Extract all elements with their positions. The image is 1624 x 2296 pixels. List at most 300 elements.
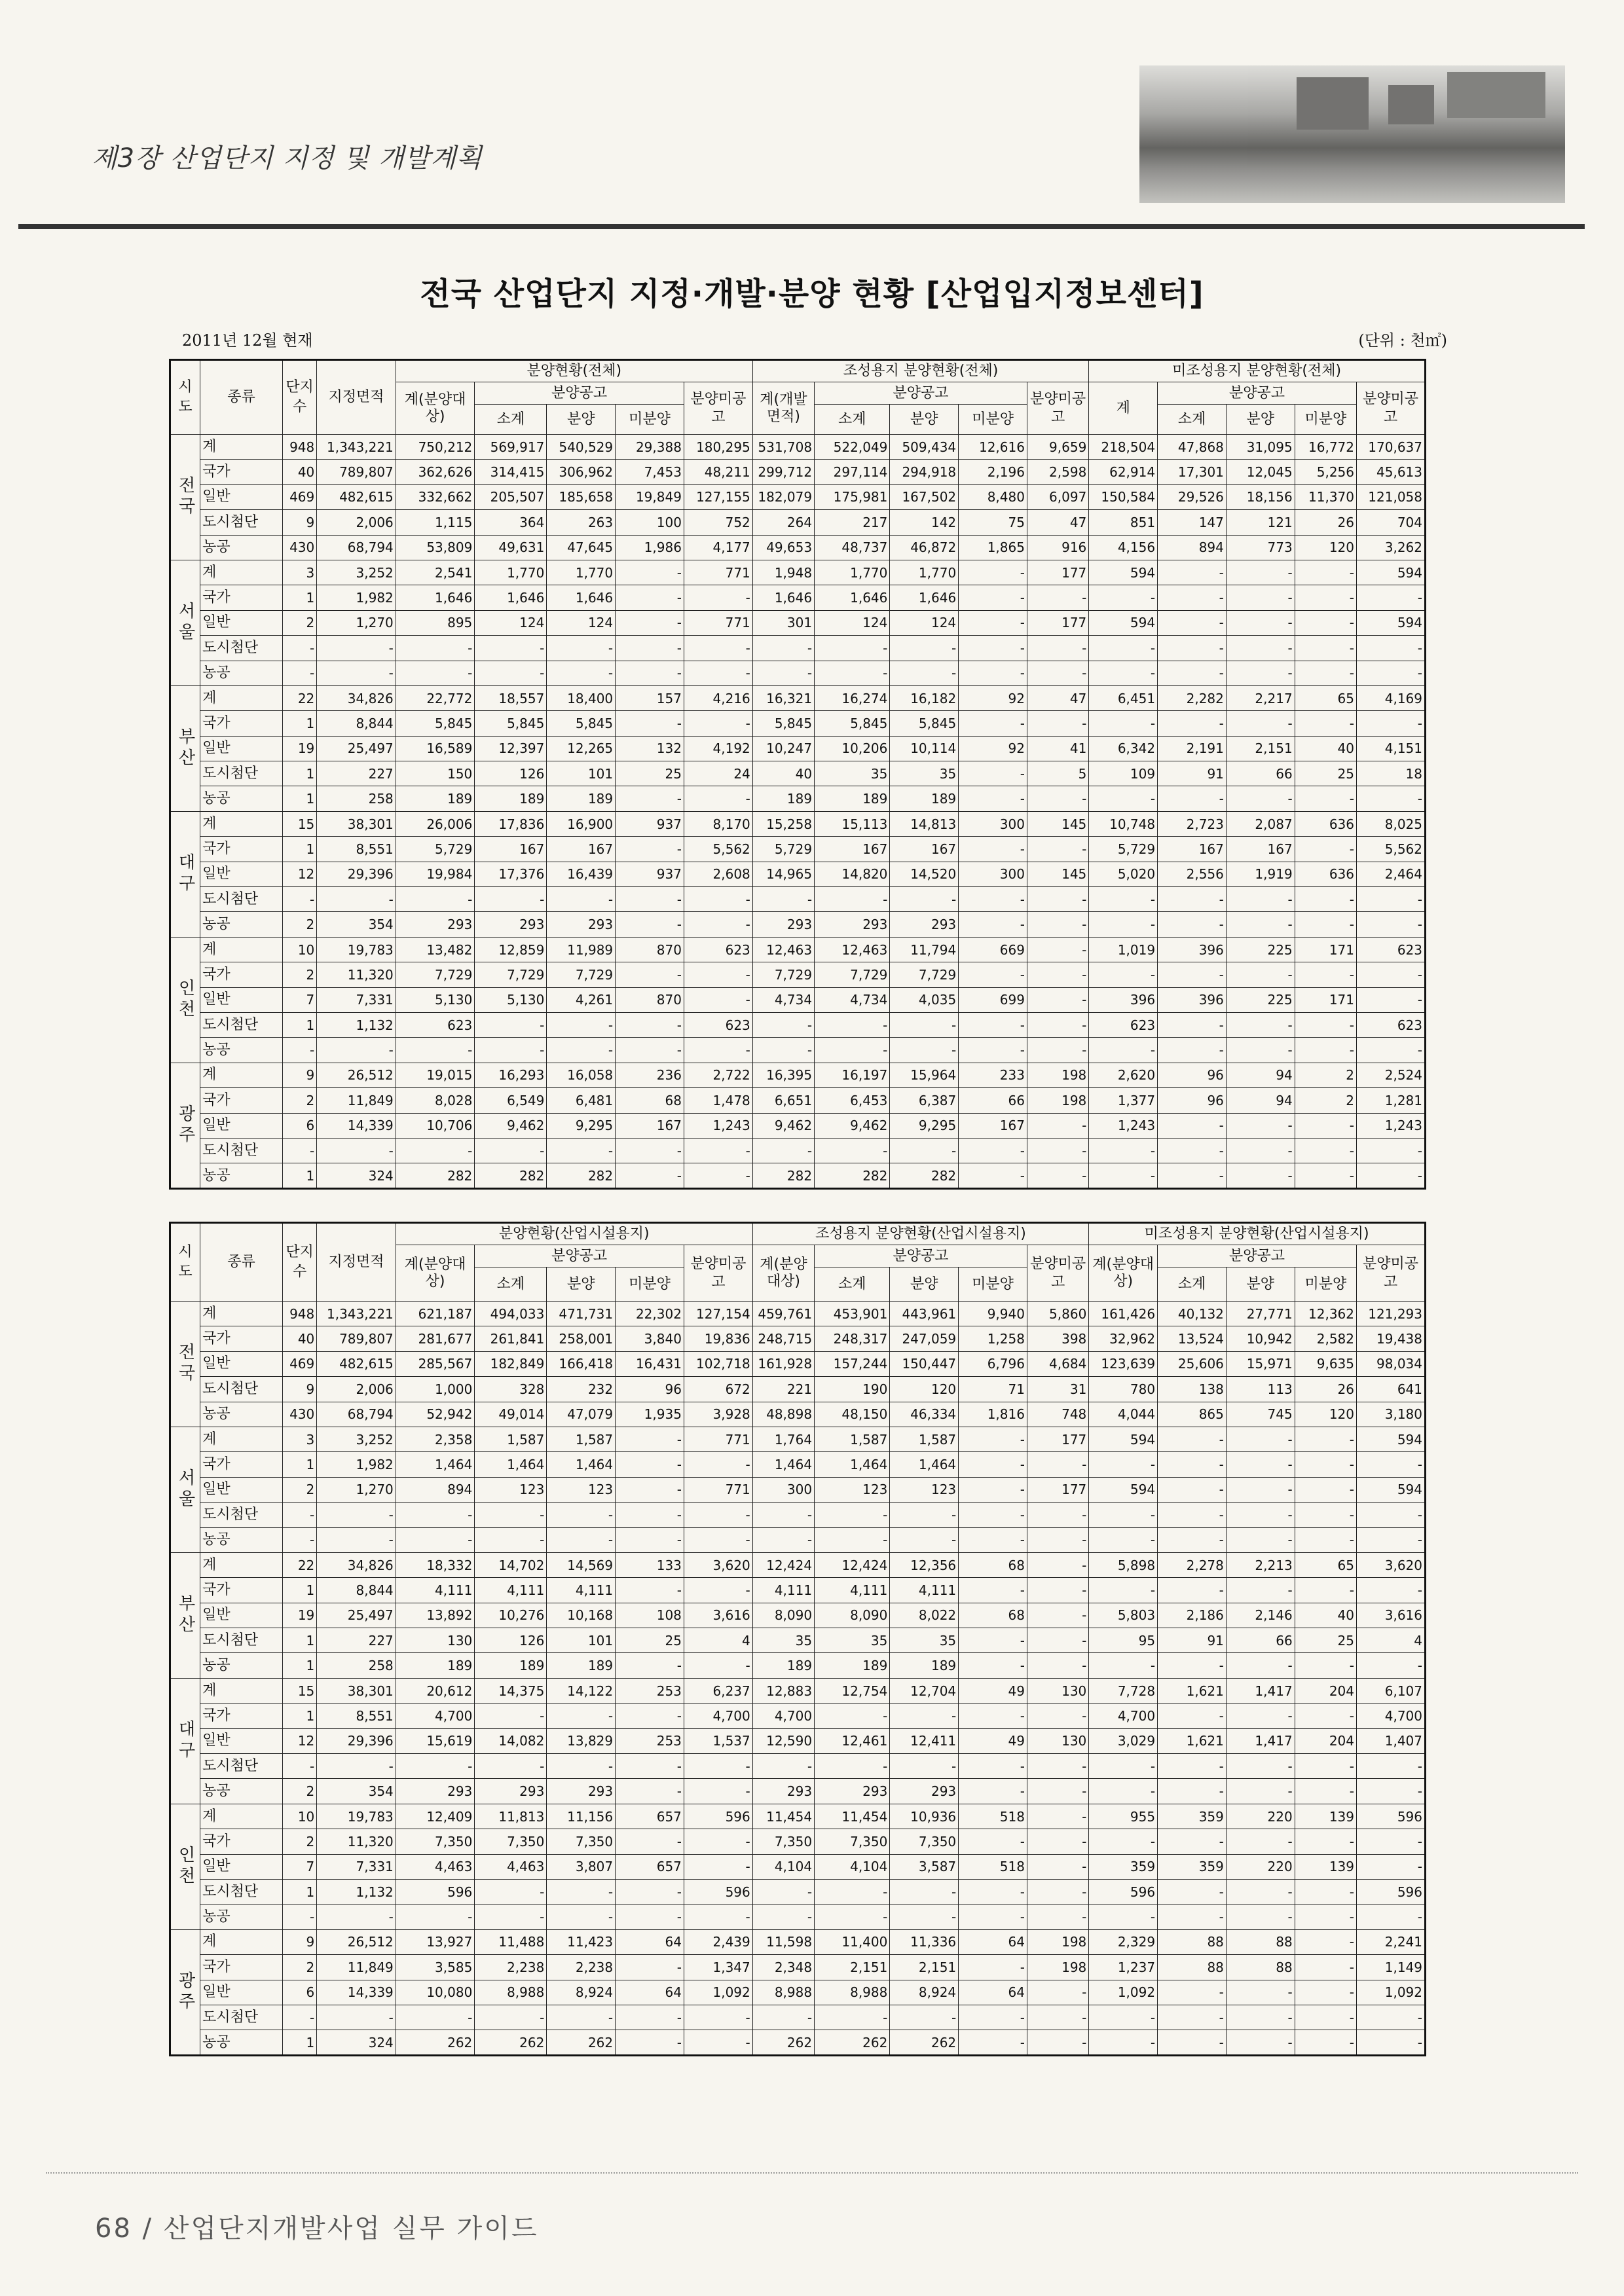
value-cell: 12,704 <box>890 1678 959 1703</box>
type-cell: 도시첨단 <box>200 1754 283 1779</box>
table-row <box>170 435 1426 460</box>
value-cell: 258 <box>317 1653 396 1678</box>
value-cell: 66 <box>1226 1628 1295 1653</box>
table-row <box>170 1603 1426 1628</box>
type-cell: 계 <box>200 937 283 962</box>
value-cell: - <box>1226 1779 1295 1804</box>
value-cell: 12,045 <box>1226 460 1295 484</box>
value-cell: 198 <box>1027 1955 1088 1980</box>
value-cell: - <box>684 2030 752 2055</box>
value-cell: 6 <box>282 1980 316 2005</box>
value-cell: - <box>1158 1779 1227 1804</box>
value-cell: 182,079 <box>752 484 814 509</box>
value-cell: - <box>396 1527 475 1552</box>
value-cell: - <box>396 661 475 685</box>
value-cell: - <box>616 1879 684 1904</box>
value-cell: - <box>684 1779 752 1804</box>
value-cell: - <box>1226 962 1295 987</box>
value-cell: 18,400 <box>547 685 616 710</box>
region-cell: 대구 <box>170 1678 200 1804</box>
value-cell: - <box>475 1904 547 1929</box>
value-cell: - <box>1295 1527 1356 1552</box>
value-cell: - <box>616 585 684 610</box>
value-cell: 1,646 <box>396 585 475 610</box>
value-cell: 2,541 <box>396 560 475 585</box>
value-cell: 64 <box>616 1929 684 1954</box>
value-cell: 189 <box>475 786 547 811</box>
value-cell: 895 <box>396 610 475 635</box>
value-cell: - <box>616 1955 684 1980</box>
value-cell: - <box>317 1138 396 1163</box>
table-row <box>170 1088 1426 1113</box>
value-cell: 123,639 <box>1089 1351 1158 1376</box>
value-cell: 13,927 <box>396 1929 475 1954</box>
value-cell: 123 <box>475 1477 547 1502</box>
value-cell: 5,845 <box>396 711 475 736</box>
value-cell: 364 <box>475 510 547 535</box>
value-cell: 1 <box>282 585 316 610</box>
type-cell: 국가 <box>200 1088 283 1113</box>
value-cell: 12,424 <box>752 1552 814 1577</box>
value-cell: 594 <box>1357 560 1426 585</box>
value-cell: 100 <box>616 510 684 535</box>
value-cell: 359 <box>1089 1854 1158 1879</box>
value-cell: 752 <box>684 510 752 535</box>
value-cell: 748 <box>1027 1402 1088 1427</box>
value-cell: 102,718 <box>684 1351 752 1376</box>
header-type: 종류 <box>200 360 283 435</box>
value-cell: 9 <box>282 510 316 535</box>
value-cell: 1,417 <box>1226 1728 1295 1753</box>
value-cell: 96 <box>1158 1063 1227 1087</box>
value-cell: - <box>616 1527 684 1552</box>
value-cell: 4,463 <box>396 1854 475 1879</box>
value-cell: 11,488 <box>475 1929 547 1954</box>
table-row <box>170 661 1426 685</box>
region-cell: 부산 <box>170 1552 200 1678</box>
table-row <box>170 1854 1426 1879</box>
type-cell: 도시첨단 <box>200 1377 283 1402</box>
value-cell: - <box>1357 1829 1426 1854</box>
value-cell: 2 <box>282 1088 316 1113</box>
value-cell: - <box>1295 1653 1356 1678</box>
value-cell: - <box>317 1904 396 1929</box>
value-cell: 2,278 <box>1158 1552 1227 1577</box>
value-cell: 4,111 <box>815 1578 890 1603</box>
value-cell: - <box>684 1854 752 1879</box>
value-cell: 3,029 <box>1089 1728 1158 1753</box>
value-cell: 1 <box>282 761 316 786</box>
table-row <box>170 1377 1426 1402</box>
value-cell: - <box>1089 1754 1158 1779</box>
value-cell: - <box>616 661 684 685</box>
group-header-0: 분양현황(전체) <box>396 360 752 382</box>
value-cell: 124 <box>475 610 547 635</box>
value-cell: 282 <box>475 1163 547 1188</box>
type-cell: 도시첨단 <box>200 1138 283 1163</box>
value-cell: - <box>959 1879 1027 1904</box>
value-cell: 1,115 <box>396 510 475 535</box>
value-cell: 18,332 <box>396 1552 475 1577</box>
value-cell: 1,243 <box>684 1113 752 1138</box>
table-row <box>170 1879 1426 1904</box>
value-cell: - <box>1027 636 1088 661</box>
table-row <box>170 1138 1426 1163</box>
value-cell: - <box>396 1038 475 1063</box>
value-cell: 3 <box>282 1427 316 1451</box>
value-cell: 11,320 <box>317 1829 396 1854</box>
value-cell: - <box>396 1904 475 1929</box>
value-cell: 282 <box>547 1163 616 1188</box>
value-cell: 68 <box>959 1552 1027 1577</box>
value-cell: - <box>282 2005 316 2030</box>
value-cell: 12,411 <box>890 1728 959 1753</box>
value-cell: - <box>890 1012 959 1037</box>
distribution-table-overall <box>169 359 1426 1190</box>
region-cell: 광주 <box>170 1063 200 1188</box>
value-cell: 780 <box>1089 1377 1158 1402</box>
value-cell: - <box>752 1879 814 1904</box>
value-cell: 1,270 <box>317 610 396 635</box>
header-unannounced: 분양미공고 <box>1027 1245 1088 1302</box>
value-cell: 1,770 <box>815 560 890 585</box>
header-unannounced: 분양미공고 <box>1027 382 1088 435</box>
value-cell: - <box>616 1163 684 1188</box>
value-cell: 282 <box>890 1163 959 1188</box>
value-cell: - <box>684 1754 752 1779</box>
type-cell: 도시첨단 <box>200 2005 283 2030</box>
value-cell: - <box>1357 711 1426 736</box>
value-cell: 2,723 <box>1158 811 1227 836</box>
value-cell: 48,150 <box>815 1402 890 1427</box>
value-cell: 233 <box>959 1063 1027 1087</box>
header-mibunyang: 미분양 <box>1295 1267 1356 1302</box>
value-cell: 1,132 <box>317 1012 396 1037</box>
value-cell: 189 <box>475 1653 547 1678</box>
value-cell: 4,734 <box>752 987 814 1012</box>
value-cell: 1,243 <box>1357 1113 1426 1138</box>
value-cell: - <box>959 1038 1027 1063</box>
value-cell: 126 <box>475 761 547 786</box>
value-cell: 1,537 <box>684 1728 752 1753</box>
value-cell: - <box>684 1527 752 1552</box>
value-cell: - <box>475 887 547 912</box>
value-cell: 297,114 <box>815 460 890 484</box>
value-cell: - <box>1089 2005 1158 2030</box>
value-cell: 3,616 <box>684 1603 752 1628</box>
value-cell: - <box>959 1754 1027 1779</box>
value-cell: 48,211 <box>684 460 752 484</box>
value-cell: 3,587 <box>890 1854 959 1879</box>
type-cell: 일반 <box>200 1854 283 1879</box>
value-cell: 2,006 <box>317 1377 396 1402</box>
value-cell: 64 <box>959 1980 1027 2005</box>
table-row <box>170 1163 1426 1188</box>
value-cell: - <box>475 1012 547 1037</box>
value-cell: - <box>1295 1503 1356 1527</box>
value-cell: 48,898 <box>752 1402 814 1427</box>
value-cell: - <box>959 786 1027 811</box>
value-cell: 108 <box>616 1603 684 1628</box>
type-cell: 일반 <box>200 862 283 886</box>
value-cell: 1,407 <box>1357 1728 1426 1753</box>
type-cell: 농공 <box>200 1653 283 1678</box>
value-cell: - <box>475 1503 547 1527</box>
header-bunyang: 분양 <box>1226 1267 1295 1302</box>
value-cell: - <box>1226 912 1295 937</box>
value-cell: 482,615 <box>317 1351 396 1376</box>
value-cell: 16,431 <box>616 1351 684 1376</box>
value-cell: - <box>959 1628 1027 1653</box>
value-cell: 2,598 <box>1027 460 1088 484</box>
value-cell: 263 <box>547 510 616 535</box>
value-cell: 5,562 <box>684 837 752 862</box>
value-cell: - <box>959 1527 1027 1552</box>
value-cell: 145 <box>1027 811 1088 836</box>
header-complex-count: 단지수 <box>282 360 316 435</box>
type-cell: 계 <box>200 1063 283 1087</box>
value-cell: 264 <box>752 510 814 535</box>
value-cell: 596 <box>684 1879 752 1904</box>
value-cell: - <box>616 1704 684 1728</box>
value-cell: 443,961 <box>890 1302 959 1326</box>
value-cell: - <box>1089 711 1158 736</box>
value-cell: 96 <box>616 1377 684 1402</box>
group-header-2: 미조성용지 분양현황(산업시설용지) <box>1089 1223 1426 1245</box>
value-cell: - <box>616 786 684 811</box>
value-cell: - <box>815 1704 890 1728</box>
value-cell: 354 <box>317 912 396 937</box>
value-cell: 12,590 <box>752 1728 814 1753</box>
value-cell: - <box>752 1138 814 1163</box>
value-cell: 1,587 <box>890 1427 959 1451</box>
value-cell: 32,962 <box>1089 1326 1158 1351</box>
value-cell: 26,512 <box>317 1063 396 1087</box>
header-sogye: 소계 <box>1158 405 1227 435</box>
value-cell: 2,329 <box>1089 1929 1158 1954</box>
value-cell: - <box>684 1578 752 1603</box>
value-cell: - <box>1158 1578 1227 1603</box>
value-cell: 19,836 <box>684 1326 752 1351</box>
value-cell: 177 <box>1027 1477 1088 1502</box>
value-cell: 3,928 <box>684 1402 752 1427</box>
value-cell: 19,783 <box>317 937 396 962</box>
value-cell: 180,295 <box>684 435 752 460</box>
value-cell: 217 <box>815 510 890 535</box>
value-cell: 171 <box>1295 937 1356 962</box>
table-row <box>170 2030 1426 2055</box>
value-cell: 225 <box>1226 937 1295 962</box>
value-cell: 14,520 <box>890 862 959 886</box>
value-cell: 198 <box>1027 1929 1088 1954</box>
value-cell: 294,918 <box>890 460 959 484</box>
table-row <box>170 1628 1426 1653</box>
value-cell: 1 <box>282 1628 316 1653</box>
value-cell: - <box>1226 560 1295 585</box>
value-cell: 2,524 <box>1357 1063 1426 1087</box>
value-cell: 12,356 <box>890 1552 959 1577</box>
value-cell: - <box>475 2005 547 2030</box>
value-cell: 396 <box>1158 987 1227 1012</box>
value-cell: 88 <box>1226 1929 1295 1954</box>
value-cell: 31,095 <box>1226 435 1295 460</box>
value-cell: - <box>317 1038 396 1063</box>
type-cell: 계 <box>200 1427 283 1451</box>
value-cell: 6,481 <box>547 1088 616 1113</box>
value-cell: - <box>616 1829 684 1854</box>
value-cell: 328 <box>475 1377 547 1402</box>
value-cell: - <box>616 1038 684 1063</box>
header-designated-area: 지정면적 <box>317 1223 396 1302</box>
value-cell: 1,092 <box>1089 1980 1158 2005</box>
value-cell: - <box>890 1754 959 1779</box>
value-cell: - <box>547 1879 616 1904</box>
value-cell: 177 <box>1027 610 1088 635</box>
value-cell: 1,478 <box>684 1088 752 1113</box>
group-header-0: 분양현황(산업시설용지) <box>396 1223 752 1245</box>
value-cell: - <box>752 636 814 661</box>
value-cell: - <box>1357 786 1426 811</box>
value-cell: 5,729 <box>396 837 475 862</box>
value-cell: - <box>547 1038 616 1063</box>
value-cell: - <box>684 1038 752 1063</box>
value-cell: - <box>1357 1578 1426 1603</box>
value-cell: - <box>1027 1527 1088 1552</box>
value-cell: 948 <box>282 1302 316 1326</box>
value-cell: - <box>959 1503 1027 1527</box>
value-cell: 26,006 <box>396 811 475 836</box>
value-cell: - <box>1158 1138 1227 1163</box>
value-cell: 19,849 <box>616 484 684 509</box>
type-cell: 국가 <box>200 585 283 610</box>
value-cell: 9 <box>282 1377 316 1402</box>
value-cell: - <box>1295 1138 1356 1163</box>
value-cell: - <box>684 987 752 1012</box>
table-row <box>170 1904 1426 1929</box>
type-cell: 국가 <box>200 1326 283 1351</box>
value-cell: 26,512 <box>317 1929 396 1954</box>
value-cell: 2,217 <box>1226 685 1295 710</box>
value-cell: 121,058 <box>1357 484 1426 509</box>
table-row <box>170 837 1426 862</box>
value-cell: 4,151 <box>1357 736 1426 761</box>
value-cell: - <box>1089 1904 1158 1929</box>
value-cell: 161,426 <box>1089 1302 1158 1326</box>
value-cell: 150 <box>396 761 475 786</box>
value-cell: 359 <box>1158 1854 1227 1879</box>
table-row <box>170 484 1426 509</box>
value-cell: - <box>616 1578 684 1603</box>
type-cell: 일반 <box>200 1113 283 1138</box>
table-row <box>170 1402 1426 1427</box>
value-cell: 293 <box>475 1779 547 1804</box>
value-cell: 332,662 <box>396 484 475 509</box>
value-cell: 14,702 <box>475 1552 547 1577</box>
value-cell: - <box>1027 2030 1088 2055</box>
value-cell: 7,729 <box>752 962 814 987</box>
value-cell: - <box>752 1503 814 1527</box>
value-cell: 9,462 <box>475 1113 547 1138</box>
value-cell: - <box>1027 1879 1088 1904</box>
value-cell: - <box>1226 1477 1295 1502</box>
value-cell: 15 <box>282 1678 316 1703</box>
value-cell: 4,044 <box>1089 1402 1158 1427</box>
table-row <box>170 1038 1426 1063</box>
value-cell: 5,845 <box>890 711 959 736</box>
value-cell: - <box>1357 1854 1426 1879</box>
value-cell: - <box>547 1503 616 1527</box>
value-cell: 18,557 <box>475 685 547 710</box>
value-cell: 7,729 <box>890 962 959 987</box>
header-rule <box>18 224 1585 229</box>
value-cell: 10,942 <box>1226 1326 1295 1351</box>
value-cell: 1,935 <box>616 1402 684 1427</box>
value-cell: - <box>959 1138 1027 1163</box>
value-cell: 92 <box>959 685 1027 710</box>
value-cell: - <box>1357 987 1426 1012</box>
value-cell: 258,001 <box>547 1326 616 1351</box>
value-cell: 19,015 <box>396 1063 475 1087</box>
value-cell: 189 <box>752 786 814 811</box>
value-cell: 1,646 <box>890 585 959 610</box>
value-cell: 35 <box>890 1628 959 1653</box>
value-cell: 5 <box>1027 761 1088 786</box>
type-cell: 계 <box>200 560 283 585</box>
value-cell: - <box>1226 2030 1295 2055</box>
value-cell: - <box>890 636 959 661</box>
type-cell: 도시첨단 <box>200 1012 283 1037</box>
value-cell: 13,829 <box>547 1728 616 1753</box>
value-cell: - <box>1357 1779 1426 1804</box>
value-cell: 430 <box>282 535 316 560</box>
value-cell: 9,462 <box>815 1113 890 1138</box>
value-cell: 2,151 <box>815 1955 890 1980</box>
value-cell: 1,343,221 <box>317 435 396 460</box>
value-cell: - <box>959 2005 1027 2030</box>
value-cell: 91 <box>1158 1628 1227 1653</box>
group-header-1: 조성용지 분양현황(전체) <box>752 360 1089 382</box>
value-cell: - <box>1357 962 1426 987</box>
value-cell: 2,358 <box>396 1427 475 1451</box>
value-cell: - <box>616 636 684 661</box>
region-cell: 전국 <box>170 435 200 560</box>
value-cell: 262 <box>396 2030 475 2055</box>
value-cell: - <box>684 2005 752 2030</box>
value-cell: - <box>1295 1754 1356 1779</box>
group-header-1: 조성용지 분양현황(산업시설용지) <box>752 1223 1089 1245</box>
value-cell: 6,237 <box>684 1678 752 1703</box>
value-cell: - <box>1295 1012 1356 1037</box>
value-cell: 750,212 <box>396 435 475 460</box>
header-bunyang: 분양 <box>547 1267 616 1302</box>
value-cell: 1,149 <box>1357 1955 1426 1980</box>
value-cell: 669 <box>959 937 1027 962</box>
value-cell: - <box>396 1754 475 1779</box>
value-cell: - <box>1027 887 1088 912</box>
value-cell: 167 <box>616 1113 684 1138</box>
value-cell: - <box>616 1477 684 1502</box>
value-cell: - <box>1295 912 1356 937</box>
value-cell: 1,464 <box>815 1452 890 1477</box>
value-cell: - <box>1158 560 1227 585</box>
value-cell: 8,988 <box>815 1980 890 2005</box>
value-cell: 232 <box>547 1377 616 1402</box>
value-cell: 10,168 <box>547 1603 616 1628</box>
value-cell: 4,261 <box>547 987 616 1012</box>
type-cell: 계 <box>200 1552 283 1577</box>
value-cell: - <box>959 1779 1027 1804</box>
value-cell: 621,187 <box>396 1302 475 1326</box>
